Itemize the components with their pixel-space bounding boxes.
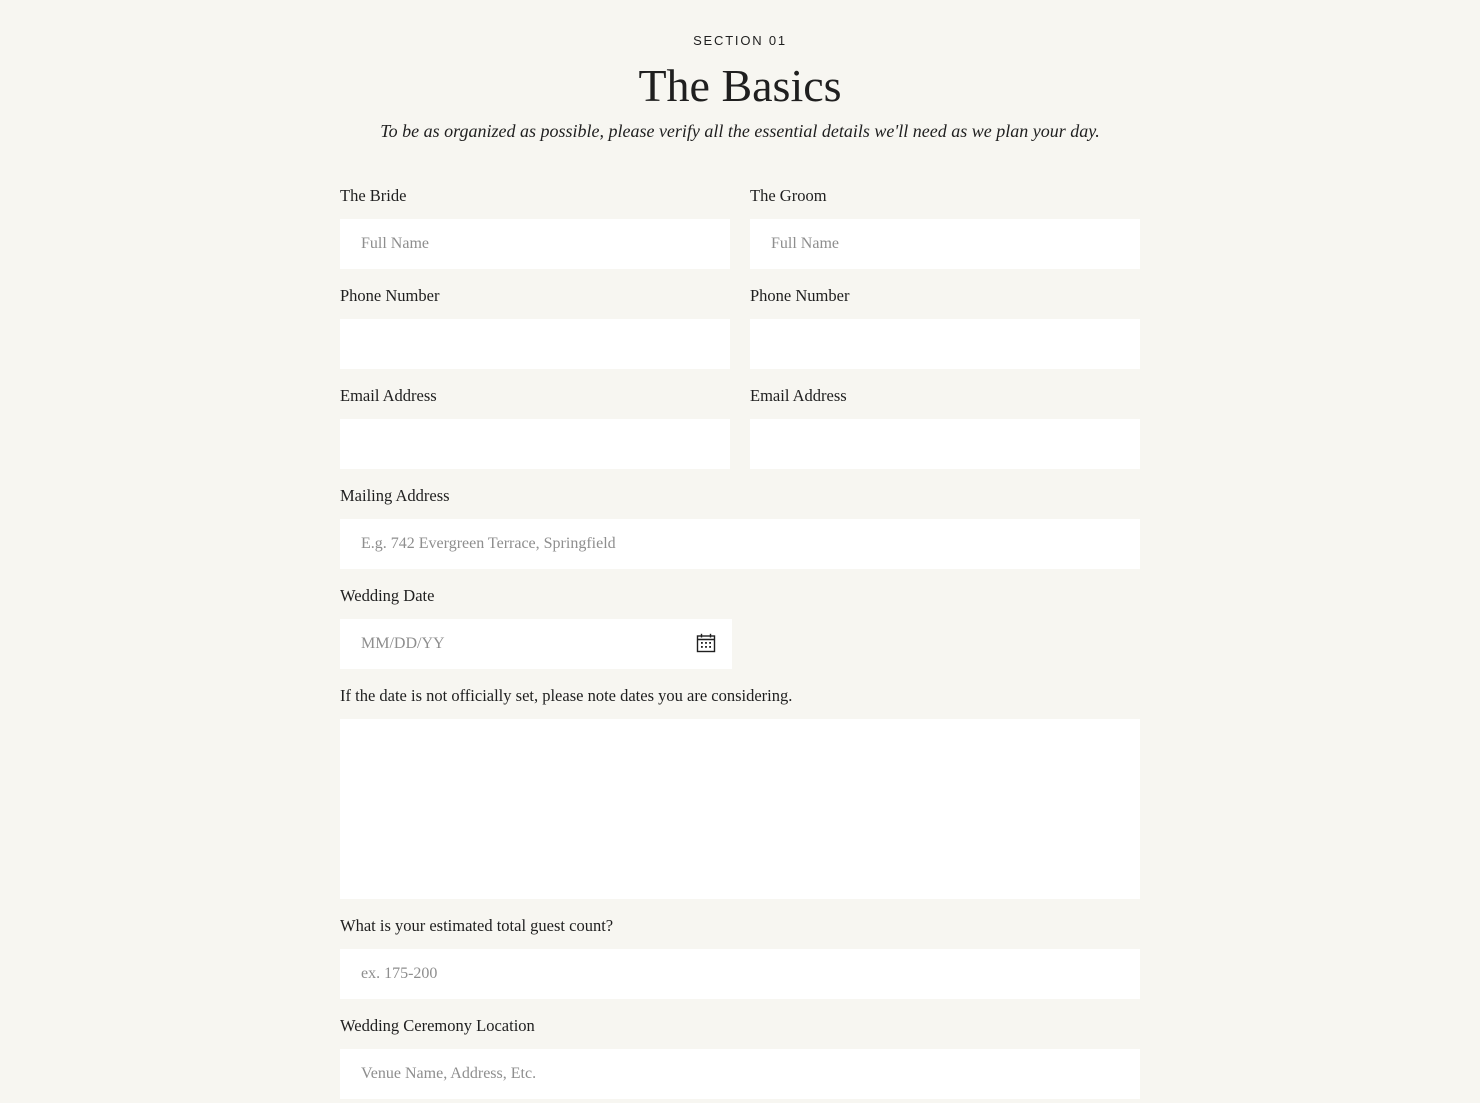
wedding-date-label: Wedding Date [340,586,435,605]
bride-email-label: Email Address [340,386,437,405]
groom-email-label: Email Address [750,386,847,405]
groom-phone-label: Phone Number [750,286,850,305]
wedding-date-input[interactable] [340,619,732,669]
calendar-icon[interactable] [696,633,716,653]
page-title: The Basics [638,60,842,111]
section-label: SECTION 01 [693,33,787,48]
groom-label: The Groom [750,186,827,205]
page-subtitle: To be as organized as possible, please verify all the essential details we'll need as we plan your day. [380,121,1100,141]
bride-phone-input[interactable] [340,319,730,369]
ceremony-location-label: Wedding Ceremony Location [340,1016,535,1035]
guest-count-input[interactable]: ex. 175-200 [340,949,1140,999]
ceremony-location-input[interactable]: Venue Name, Address, Etc. [340,1049,1140,1099]
mailing-address-input[interactable]: E.g. 742 Evergreen Terrace, Springfield [340,519,1140,569]
groom-email-input[interactable] [750,419,1140,469]
bride-name-input[interactable]: Full Name [340,219,730,269]
considered-dates-textarea[interactable] [340,719,1140,899]
groom-name-input[interactable]: Full Name [750,219,1140,269]
guest-count-label: What is your estimated total guest count? [340,916,614,935]
bride-phone-label: Phone Number [340,286,440,305]
considered-dates-label: If the date is not officially set, please note dates you are considering. [340,686,793,705]
wedding-date-placeholder: MM/DD/YY [361,635,445,652]
bride-email-input[interactable] [340,419,730,469]
groom-phone-input[interactable] [750,319,1140,369]
mailing-address-label: Mailing Address [340,486,450,505]
bride-label: The Bride [340,186,407,205]
